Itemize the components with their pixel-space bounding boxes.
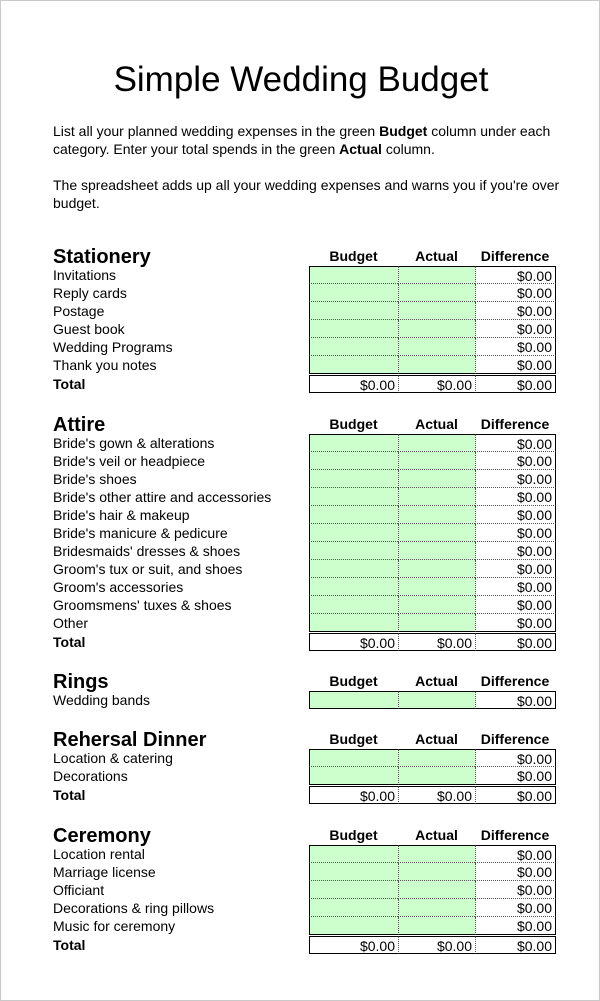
expense-label: Bride's manicure & pedicure <box>53 525 228 541</box>
total-label: Total <box>53 787 86 803</box>
expense-label: Location rental <box>53 846 145 862</box>
actual-input-cell[interactable] <box>398 881 475 899</box>
expense-label: Bridesmaids' dresses & shoes <box>53 543 241 559</box>
expense-row <box>1 560 600 578</box>
difference-cell: $0.00 <box>475 749 556 767</box>
total-row <box>1 375 600 393</box>
budget-column-header: Budget <box>329 416 378 432</box>
budget-input-cell[interactable] <box>309 266 398 284</box>
total-row <box>1 633 600 651</box>
actual-column-header: Actual <box>415 827 458 843</box>
page-title: Simple Wedding Budget <box>113 60 489 99</box>
budget-input-cell[interactable] <box>309 899 398 917</box>
actual-column-header: Actual <box>415 673 458 689</box>
section-rehersal-dinner <box>1 727 600 804</box>
budget-input-cell[interactable] <box>309 356 398 374</box>
section-ceremony <box>1 823 600 954</box>
budget-column-header: Budget <box>329 248 378 264</box>
expense-rows <box>1 266 600 393</box>
actual-input-cell[interactable] <box>398 845 475 863</box>
budget-input-cell[interactable] <box>309 614 398 632</box>
section-header <box>1 412 600 434</box>
total-actual-cell: $0.00 <box>398 786 475 804</box>
difference-cell: $0.00 <box>475 881 556 899</box>
budget-input-cell[interactable] <box>309 578 398 596</box>
actual-input-cell[interactable] <box>398 284 475 302</box>
total-difference-cell: $0.00 <box>475 936 556 954</box>
actual-input-cell[interactable] <box>398 863 475 881</box>
section-header <box>1 244 600 266</box>
section-header <box>1 823 600 845</box>
total-label: Total <box>53 634 86 650</box>
expense-label: Officiant <box>53 882 105 898</box>
section-title: Rings <box>53 671 109 693</box>
intro-paragraph-2: The spreadsheet adds up all your wedding expenses and warns you if you're over budget. <box>53 177 560 211</box>
actual-column-header: Actual <box>415 731 458 747</box>
expense-label: Decorations & ring pillows <box>53 900 215 916</box>
actual-input-cell[interactable] <box>398 470 475 488</box>
difference-cell: $0.00 <box>475 863 556 881</box>
section-attire <box>1 412 600 651</box>
actual-input-cell[interactable] <box>398 596 475 614</box>
difference-cell: $0.00 <box>475 284 556 302</box>
difference-cell: $0.00 <box>475 302 556 320</box>
expense-label: Groom's tux or suit, and shoes <box>53 561 243 577</box>
actual-input-cell[interactable] <box>398 560 475 578</box>
expense-row <box>1 596 600 614</box>
expense-row <box>1 284 600 302</box>
expense-row <box>1 338 600 356</box>
expense-row <box>1 320 600 338</box>
expense-row <box>1 524 600 542</box>
actual-input-cell[interactable] <box>398 542 475 560</box>
total-difference-cell: $0.00 <box>475 633 556 651</box>
expense-label: Location & catering <box>53 750 173 766</box>
difference-cell: $0.00 <box>475 596 556 614</box>
budget-column-header: Budget <box>329 827 378 843</box>
actual-input-cell[interactable] <box>398 691 475 709</box>
expense-label: Wedding bands <box>53 692 151 708</box>
budget-input-cell[interactable] <box>309 506 398 524</box>
actual-input-cell[interactable] <box>398 899 475 917</box>
expense-label: Wedding Programs <box>53 339 173 355</box>
intro-text: column. <box>381 141 435 157</box>
budget-input-cell[interactable] <box>309 284 398 302</box>
total-budget-cell: $0.00 <box>309 633 398 651</box>
difference-column-header: Difference <box>480 248 550 264</box>
actual-input-cell[interactable] <box>398 320 475 338</box>
budget-input-cell[interactable] <box>309 470 398 488</box>
difference-cell: $0.00 <box>475 266 556 284</box>
section-title: Rehersal Dinner <box>53 729 207 751</box>
budget-input-cell[interactable] <box>309 302 398 320</box>
section-header <box>1 727 600 749</box>
difference-cell: $0.00 <box>475 506 556 524</box>
difference-cell: $0.00 <box>475 578 556 596</box>
budget-column-header: Budget <box>329 731 378 747</box>
budget-input-cell[interactable] <box>309 338 398 356</box>
difference-column-header: Difference <box>480 731 550 747</box>
actual-input-cell[interactable] <box>398 452 475 470</box>
budget-input-cell[interactable] <box>309 434 398 452</box>
expense-row <box>1 578 600 596</box>
expense-rows <box>1 434 600 651</box>
expense-rows <box>1 749 600 804</box>
expense-row <box>1 470 600 488</box>
expense-row <box>1 749 600 767</box>
difference-cell: $0.00 <box>475 338 556 356</box>
difference-cell: $0.00 <box>475 488 556 506</box>
expense-label: Reply cards <box>53 285 127 301</box>
difference-column-header: Difference <box>480 673 550 689</box>
expense-row <box>1 899 600 917</box>
difference-column-header: Difference <box>480 827 550 843</box>
budget-input-cell[interactable] <box>309 452 398 470</box>
expense-row <box>1 767 600 785</box>
expense-label: Bride's hair & makeup <box>53 507 190 523</box>
difference-cell: $0.00 <box>475 917 556 935</box>
budget-input-cell[interactable] <box>309 596 398 614</box>
difference-cell: $0.00 <box>475 434 556 452</box>
total-label: Total <box>53 376 86 392</box>
budget-input-cell[interactable] <box>309 560 398 578</box>
intro-budget-bold: Budget <box>379 123 428 139</box>
expense-row <box>1 506 600 524</box>
expense-label: Marriage license <box>53 864 156 880</box>
difference-cell: $0.00 <box>475 691 556 709</box>
actual-input-cell[interactable] <box>398 488 475 506</box>
total-row <box>1 786 600 804</box>
section-title: Stationery <box>53 246 151 268</box>
expense-row <box>1 488 600 506</box>
expense-row <box>1 356 600 374</box>
total-difference-cell: $0.00 <box>475 786 556 804</box>
expense-label: Invitations <box>53 267 117 283</box>
actual-input-cell[interactable] <box>398 614 475 632</box>
budget-input-cell[interactable] <box>309 917 398 935</box>
total-actual-cell: $0.00 <box>398 375 475 393</box>
difference-cell: $0.00 <box>475 899 556 917</box>
expense-row <box>1 434 600 452</box>
expense-label: Bride's shoes <box>53 471 137 487</box>
expense-rows <box>1 691 600 709</box>
expense-label: Bride's veil or headpiece <box>53 453 206 469</box>
expense-label: Decorations <box>53 768 128 784</box>
expense-row <box>1 614 600 632</box>
section-rings <box>1 669 600 709</box>
section-header <box>1 669 600 691</box>
expense-row <box>1 542 600 560</box>
expense-label: Music for ceremony <box>53 918 176 934</box>
intro-paragraph-1 <box>53 122 563 158</box>
difference-cell: $0.00 <box>475 524 556 542</box>
expense-label: Bride's other attire and accessories <box>53 489 272 505</box>
actual-input-cell[interactable] <box>398 578 475 596</box>
section-title: Ceremony <box>53 825 151 847</box>
total-difference-cell: $0.00 <box>475 375 556 393</box>
actual-input-cell[interactable] <box>398 434 475 452</box>
actual-column-header: Actual <box>415 248 458 264</box>
expense-label: Groomsmens' tuxes & shoes <box>53 597 232 613</box>
actual-input-cell[interactable] <box>398 749 475 767</box>
actual-input-cell[interactable] <box>398 917 475 935</box>
expense-row <box>1 691 600 709</box>
total-label: Total <box>53 937 86 953</box>
total-budget-cell: $0.00 <box>309 786 398 804</box>
difference-cell: $0.00 <box>475 320 556 338</box>
difference-cell: $0.00 <box>475 470 556 488</box>
budget-input-cell[interactable] <box>309 691 398 709</box>
actual-input-cell[interactable] <box>398 506 475 524</box>
total-actual-cell: $0.00 <box>398 633 475 651</box>
budget-column-header: Budget <box>329 673 378 689</box>
actual-column-header: Actual <box>415 416 458 432</box>
budget-input-cell[interactable] <box>309 320 398 338</box>
expense-label: Guest book <box>53 321 125 337</box>
budget-input-cell[interactable] <box>309 488 398 506</box>
expense-label: Groom's accessories <box>53 579 184 595</box>
budget-input-cell[interactable] <box>309 845 398 863</box>
difference-cell: $0.00 <box>475 560 556 578</box>
difference-cell: $0.00 <box>475 542 556 560</box>
budget-input-cell[interactable] <box>309 542 398 560</box>
section-stationery <box>1 244 600 393</box>
actual-input-cell[interactable] <box>398 302 475 320</box>
intro-actual-bold: Actual <box>339 141 382 157</box>
expense-rows <box>1 845 600 954</box>
difference-column-header: Difference <box>480 416 550 432</box>
intro-text: List all your planned wedding expenses in the green <box>53 123 380 139</box>
actual-input-cell[interactable] <box>398 356 475 374</box>
actual-input-cell[interactable] <box>398 767 475 785</box>
expense-row <box>1 917 600 935</box>
expense-row <box>1 881 600 899</box>
total-budget-cell: $0.00 <box>309 375 398 393</box>
section-title: Attire <box>53 414 106 436</box>
expense-label: Postage <box>53 303 105 319</box>
difference-cell: $0.00 <box>475 452 556 470</box>
difference-cell: $0.00 <box>475 356 556 374</box>
budget-input-cell[interactable] <box>309 863 398 881</box>
total-budget-cell: $0.00 <box>309 936 398 954</box>
expense-row <box>1 302 600 320</box>
difference-cell: $0.00 <box>475 767 556 785</box>
total-row <box>1 936 600 954</box>
budget-input-cell[interactable] <box>309 767 398 785</box>
budget-input-cell[interactable] <box>309 881 398 899</box>
expense-label: Thank you notes <box>53 357 157 373</box>
budget-input-cell[interactable] <box>309 524 398 542</box>
total-actual-cell: $0.00 <box>398 936 475 954</box>
expense-row <box>1 863 600 881</box>
actual-input-cell[interactable] <box>398 524 475 542</box>
expense-row <box>1 845 600 863</box>
expense-label: Other <box>53 615 89 631</box>
difference-cell: $0.00 <box>475 845 556 863</box>
actual-input-cell[interactable] <box>398 266 475 284</box>
expense-row <box>1 266 600 284</box>
expense-row <box>1 452 600 470</box>
intro-text: column under each category. Enter your total spends in the green <box>53 123 551 157</box>
actual-input-cell[interactable] <box>398 338 475 356</box>
expense-label: Bride's gown & alterations <box>53 435 215 451</box>
budget-input-cell[interactable] <box>309 749 398 767</box>
difference-cell: $0.00 <box>475 614 556 632</box>
